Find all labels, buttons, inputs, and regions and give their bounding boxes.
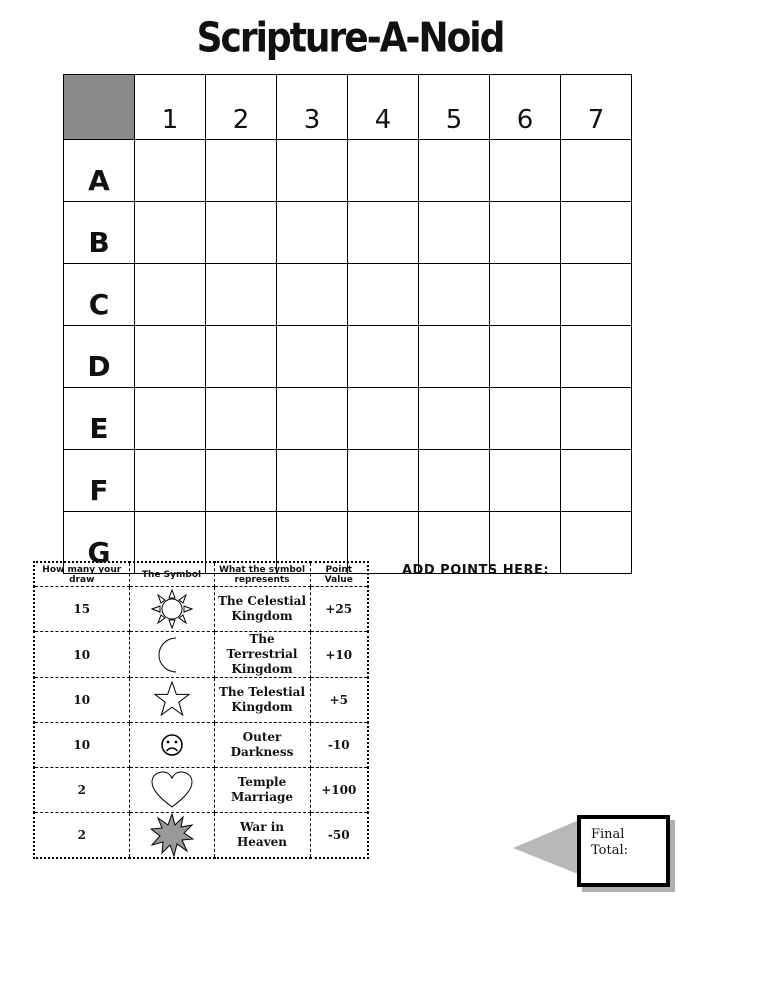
symbol-cell — [129, 587, 214, 632]
grid-cell — [490, 326, 561, 388]
symbol-cell — [129, 632, 214, 678]
grid-cell — [490, 202, 561, 264]
draw-count: 2 — [34, 768, 129, 813]
legend-header-count: How many your draw — [34, 562, 129, 587]
moon-icon — [150, 635, 194, 675]
grid-cell — [277, 450, 348, 512]
grid-row — [64, 388, 632, 450]
symbol-meaning: The Telestial Kingdom — [214, 678, 310, 723]
point-value: +100 — [310, 768, 368, 813]
grid-cell — [206, 202, 277, 264]
grid-cell — [348, 140, 419, 202]
point-value: +10 — [310, 632, 368, 678]
add-points-label: ADD POINTS HERE: — [402, 563, 550, 578]
legend-header-symbol: The Symbol — [129, 562, 214, 587]
grid-cell — [490, 388, 561, 450]
heart-icon — [150, 770, 194, 810]
grid-row — [64, 264, 632, 326]
grid-corner-cell — [64, 75, 135, 140]
grid-cell — [277, 388, 348, 450]
grid-row — [64, 202, 632, 264]
legend-row — [34, 587, 368, 632]
grid-cell — [277, 326, 348, 388]
final-total-box — [577, 815, 670, 887]
grid-cell — [419, 326, 490, 388]
grid-cell — [490, 450, 561, 512]
grid-cell — [206, 264, 277, 326]
grid-row — [64, 450, 632, 512]
legend-row — [34, 768, 368, 813]
legend-row — [34, 723, 368, 768]
grid-cell — [419, 450, 490, 512]
symbol-cell — [129, 813, 214, 859]
symbol-meaning: Temple Marriage — [214, 768, 310, 813]
draw-count: 2 — [34, 813, 129, 859]
grid-cell — [135, 388, 206, 450]
column-header: 3 — [277, 75, 348, 140]
grid-cell — [348, 202, 419, 264]
point-value: +5 — [310, 678, 368, 723]
grid-cell — [206, 140, 277, 202]
column-header: 1 — [135, 75, 206, 140]
grid-cell — [490, 264, 561, 326]
symbol-legend-table — [33, 561, 369, 859]
legend-row — [34, 632, 368, 678]
point-value: +25 — [310, 587, 368, 632]
grid-row — [64, 140, 632, 202]
symbol-cell — [129, 723, 214, 768]
grid-cell — [561, 512, 632, 574]
grid-header-row — [64, 75, 632, 140]
column-header: 6 — [490, 75, 561, 140]
grid-cell — [206, 388, 277, 450]
final-total-label — [591, 827, 628, 859]
symbol-meaning: The Celestial Kingdom — [214, 587, 310, 632]
grid-cell — [348, 450, 419, 512]
symbol-meaning: War in Heaven — [214, 813, 310, 859]
legend-header-row — [34, 562, 368, 587]
legend-header-meaning: What the symbol represents — [214, 562, 310, 587]
grid-cell — [561, 202, 632, 264]
symbol-meaning: Outer Darkness — [214, 723, 310, 768]
legend-row — [34, 678, 368, 723]
row-header: G — [64, 512, 135, 574]
column-header: 7 — [561, 75, 632, 140]
symbol-cell — [129, 768, 214, 813]
grid-cell — [135, 264, 206, 326]
grid-cell — [135, 202, 206, 264]
grid-cell — [348, 326, 419, 388]
grid-row — [64, 326, 632, 388]
draw-count: 10 — [34, 632, 129, 678]
legend-row — [34, 813, 368, 859]
column-header: 4 — [348, 75, 419, 140]
grid-cell — [561, 388, 632, 450]
star-icon — [150, 680, 194, 720]
grid-cell — [348, 264, 419, 326]
legend-header-points: Point Value — [310, 562, 368, 587]
row-header: F — [64, 450, 135, 512]
row-header: D — [64, 326, 135, 388]
row-header: C — [64, 264, 135, 326]
grid-cell — [277, 264, 348, 326]
grid-cell — [561, 326, 632, 388]
point-value: -50 — [310, 813, 368, 859]
sad-face-icon — [150, 725, 194, 765]
grid-cell — [135, 450, 206, 512]
point-value: -10 — [310, 723, 368, 768]
grid-cell — [135, 326, 206, 388]
grid-cell — [561, 140, 632, 202]
grid-cell — [419, 388, 490, 450]
grid-cell — [419, 264, 490, 326]
grid-cell — [206, 450, 277, 512]
grid-cell — [490, 140, 561, 202]
symbol-meaning: The Terrestrial Kingdom — [214, 632, 310, 678]
row-header: E — [64, 388, 135, 450]
grid-cell — [419, 202, 490, 264]
page-title: Scripture-A-Noid — [196, 14, 504, 63]
grid-cell — [561, 264, 632, 326]
explosion-icon — [150, 813, 194, 857]
draw-count: 15 — [34, 587, 129, 632]
grid-cell — [135, 140, 206, 202]
grid-cell — [348, 388, 419, 450]
row-header: B — [64, 202, 135, 264]
row-header: A — [64, 140, 135, 202]
grid-cell — [277, 140, 348, 202]
sun-icon — [150, 589, 194, 629]
final-total-line2: Total: — [591, 843, 629, 858]
grid-cell — [419, 140, 490, 202]
final-total-line1: Final — [591, 827, 625, 842]
symbol-cell — [129, 678, 214, 723]
game-grid — [63, 74, 632, 574]
grid-cell — [561, 450, 632, 512]
draw-count: 10 — [34, 723, 129, 768]
column-header: 5 — [419, 75, 490, 140]
draw-count: 10 — [34, 678, 129, 723]
grid-cell — [277, 202, 348, 264]
column-header: 2 — [206, 75, 277, 140]
grid-cell — [206, 326, 277, 388]
